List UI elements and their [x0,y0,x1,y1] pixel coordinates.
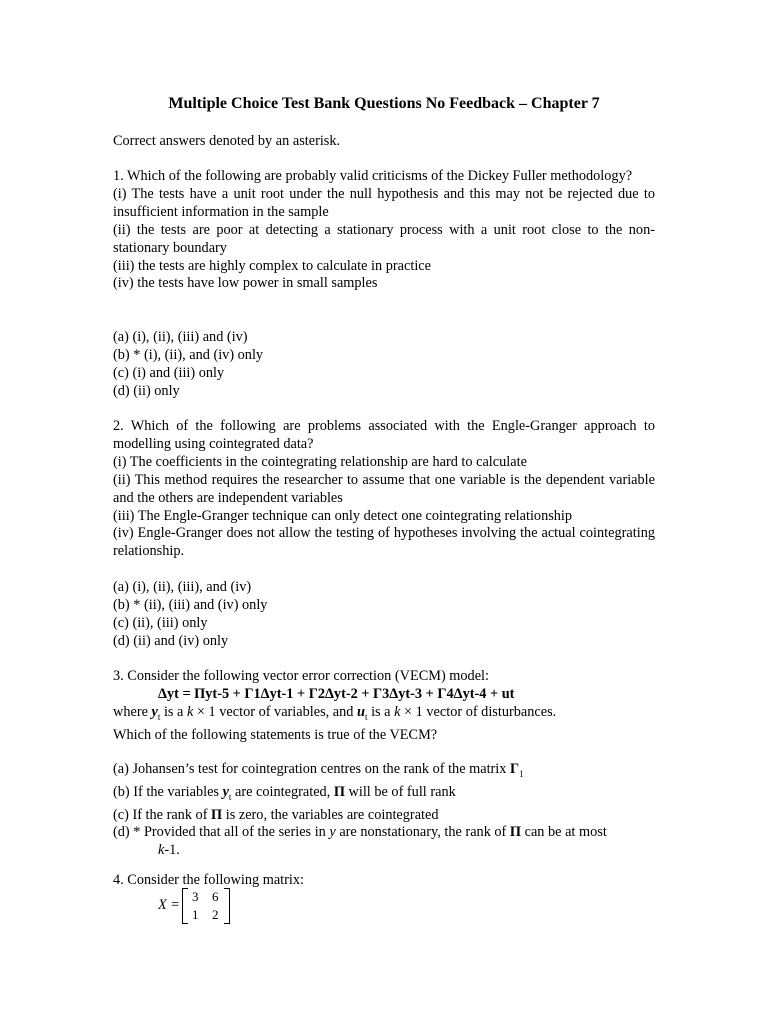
question-3-option-a: (a) Johansen’s test for cointegration centres on the rank of the matrix $\Gamma_1$ [113,761,524,779]
intro-text: Correct answers denoted by an asterisk. [113,133,341,149]
question-2-statement-iv: (iv) Engle-Granger does not allow the testing of hypotheses involving the actual cointegrating relationship. [113,525,655,560]
question-2 [113,418,655,561]
question-3-option-b: (b) If the variables $y_t$ are cointegrated, Π will be of full rank [113,783,456,802]
question-3 [113,668,655,744]
matrix-cell: 3 [192,889,199,904]
question-2-option-d: (d) (ii) and (iv) only [113,632,229,649]
question-2-text: 2. Which of the following are problems associated with the Engle-Granger approach to modelling using cointegrated data? [113,418,655,452]
question-1-statement-ii: (ii) the tests are poor at detecting a stationary process with a unit root close to the non-stationary boundary [113,221,655,256]
page-title: Multiple Choice Test Bank Questions No Feedback – Chapter 7 [168,95,600,112]
matrix-cell: 6 [212,889,219,904]
matrix-x [158,888,278,924]
question-1-option-b: (b) * (i), (ii), and (iv) only [113,346,264,363]
question-2-statement-iii: (iii) The Engle-Granger technique can only detect one cointegrating relationship [113,507,573,524]
vecm-equation-text: Δyt = Πyt-5 + Γ1Δyt-1 + Γ2Δyt-2 + Γ3Δyt-3 + Γ4Δyt-4 + ut [158,685,515,702]
question-3-text: 3. Consider the following vector error correction (VECM) model: [113,668,489,684]
question-1-options [113,329,655,401]
question-2-option-a: (a) (i), (ii), (iii), and (iv) [113,579,252,595]
matrix-label: X = [158,897,180,913]
question-1-statement-i: (i) The tests have a unit root under the null hypothesis and this may not be rejected due to insufficient information in the sample [113,185,655,220]
question-1-text: 1. Which of the following are probably valid criticisms of the Dickey Fuller methodology? [113,168,633,184]
question-1-option-c: (c) (i) and (iii) only [113,364,225,381]
question-3-option-c: (c) If the rank of Π is zero, the variables are cointegrated [113,806,439,823]
question-2-statement-ii: (ii) This method requires the researcher to assume that one variable is the dependent variable and the others are independent variables [113,471,655,506]
question-3-where: where $y_t$ is a k × 1 vector of variables, and $u_t$ is a k × 1 vector of disturbances. [113,703,557,722]
question-2-option-b: (b) * (ii), (iii) and (iv) only [113,596,268,613]
question-3-options [113,761,655,860]
matrix-cell: 1 [192,907,199,922]
question-4-text: 4. Consider the following matrix: [113,872,304,888]
matrix-cell: 2 [212,907,219,922]
question-1 [113,168,655,293]
matrix-left-bracket [182,888,188,924]
question-2-option-c: (c) (ii), (iii) only [113,614,208,631]
question-1-statement-iv: (iv) the tests have low power in small samples [113,275,378,292]
question-3-prompt: Which of the following statements is true of the VECM? [113,726,438,743]
vecm-equation [113,686,655,704]
question-1-statement-iii: (iii) the tests are highly complex to calculate in practice [113,257,431,274]
question-2-options [113,579,655,651]
question-1-option-d: (d) (ii) only [113,382,180,399]
question-1-option-a: (a) (i), (ii), (iii) and (iv) [113,329,248,345]
question-3-option-d-continuation: k-1. [158,842,180,859]
question-3-option-d: (d) * Provided that all of the series in y are nonstationary, the rank of Π can be at most [113,824,607,841]
matrix-right-bracket [224,888,230,924]
question-2-statement-i: (i) The coefficients in the cointegrating relationship are hard to calculate [113,453,527,470]
